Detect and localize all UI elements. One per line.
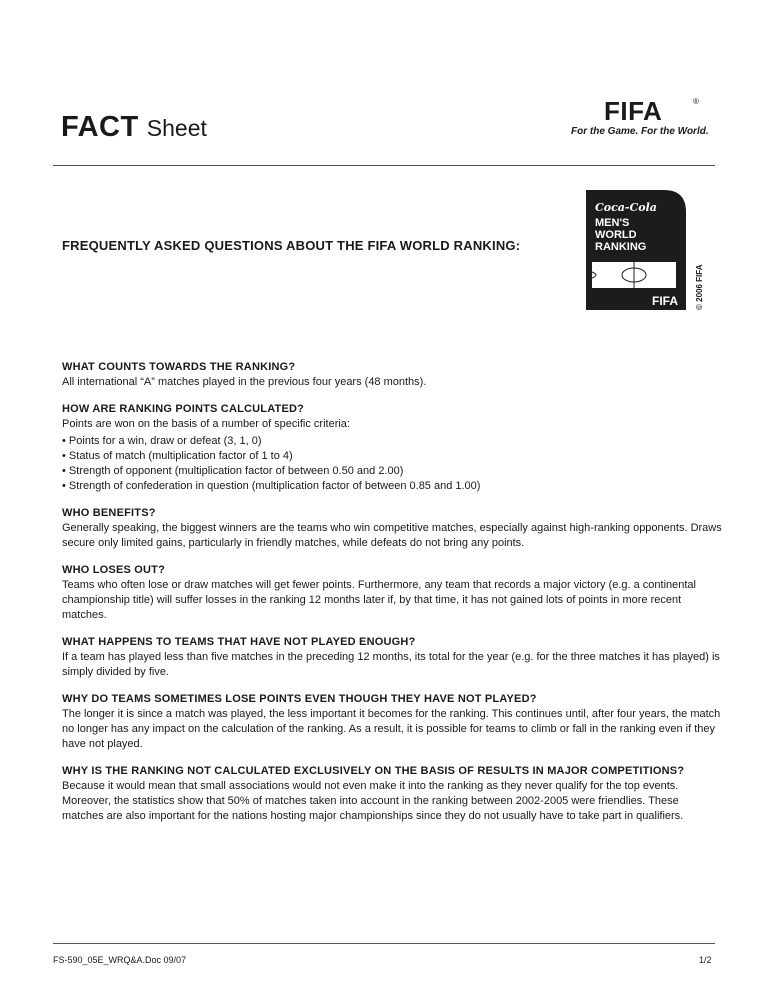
faq-answer: If a team has played less than five matches in the preceding 12 months, its total for the year (e.g. for the three matches it has played) is simply divided by five. (62, 651, 720, 678)
faq-question: WHO LOSES OUT? (62, 564, 166, 576)
faq-question: WHAT HAPPENS TO TEAMS THAT HAVE NOT PLAYED ENOUGH? (62, 636, 416, 648)
faq-answer: All international “A” matches played in the previous four years (48 months). (62, 376, 427, 388)
registered-mark: ® (693, 97, 699, 106)
criteria-item: • Status of match (multiplication factor of 1 to 4) (62, 449, 722, 464)
faq-section-benefits (62, 506, 722, 551)
fifa-logo (571, 96, 709, 142)
badge-line-3: RANKING (595, 241, 647, 253)
badge-sponsor: Coca-Cola (595, 201, 657, 214)
faq-section-lose-points (62, 692, 722, 752)
faq-section-loses-out (62, 563, 722, 623)
faq-section-counts (62, 360, 722, 390)
criteria-item: • Points for a win, draw or defeat (3, 1, 0) (62, 434, 722, 449)
faq-question: WHY DO TEAMS SOMETIMES LOSE POINTS EVEN THOUGH THEY HAVE NOT PLAYED? (62, 693, 537, 705)
faq-question: WHO BENEFITS? (62, 507, 156, 519)
world-ranking-badge-icon (586, 190, 686, 310)
criteria-list (62, 434, 722, 494)
sheet-label: Sheet (146, 115, 207, 141)
header-divider (53, 165, 715, 166)
badge-line-2: WORLD (595, 229, 637, 241)
faq-answer: Points are won on the basis of a number of specific criteria: (62, 418, 350, 430)
document-reference: FS-590_05E_WRQ&A.Doc 09/07 (53, 955, 187, 965)
fifa-tagline: For the Game. For the World. (571, 126, 709, 137)
fifa-logo-word: FIFA (604, 96, 663, 126)
criteria-item: • Strength of opponent (multiplication factor of between 0.50 and 2.00) (62, 464, 722, 479)
faq-answer: Generally speaking, the biggest winners are the teams who win competitive matches, especially against high-ranking opponents. Draws secure only limited gains, particularly in friendly matches, while defeats do not bring any points. (62, 522, 722, 549)
badge-copyright: © 2006 FIFA (695, 264, 704, 310)
footer-divider (53, 943, 715, 944)
faq-question: HOW ARE RANKING POINTS CALCULATED? (62, 403, 305, 415)
faq-answer: The longer it is since a match was played, the less important it becomes for the ranking. This continues until, after four years, the match no longer has any impact on the calculation of the ranking. As a result, it is possible for teams to climb or fall in the ranking even if they have not played. (62, 708, 721, 750)
badge-fifa: FIFA (652, 294, 678, 308)
fact-label: FACT (61, 111, 139, 143)
faq-section-not-played-enough (62, 635, 722, 680)
fact-sheet-heading (61, 110, 207, 145)
faq-answer: Because it would mean that small associations would not even make it into the ranking as they never qualify for the top events. Moreover, the statistics show that 50% of matches taken into account in the ranking between 2002-2005 were friendlies. These matches are also important for the nations hosting major championships since they do not usually have to take part in qualifiers. (62, 780, 684, 822)
criteria-item: • Strength of confederation in question (multiplication factor of between 0.85 and 1.00) (62, 479, 722, 494)
badge-line-1: MEN'S (595, 217, 630, 229)
faq-question: WHY IS THE RANKING NOT CALCULATED EXCLUSIVELY ON THE BASIS OF RESULTS IN MAJOR COMPETITIONS? (62, 765, 685, 777)
faq-section-major-competitions (62, 764, 722, 824)
faq-answer: Teams who often lose or draw matches will get fewer points. Furthermore, any team that records a major victory (e.g. a continental championship title) will suffer losses in the ranking 12 months later if, by that time, it has not gained lots of points in more recent matches. (62, 579, 696, 621)
faq-section-calculation (62, 402, 722, 494)
faq-content (62, 360, 722, 836)
page-number: 1/2 (699, 955, 712, 965)
faq-question: WHAT COUNTS TOWARDS THE RANKING? (62, 361, 296, 373)
page-title: FREQUENTLY ASKED QUESTIONS ABOUT THE FIFA WORLD RANKING: (62, 238, 521, 253)
